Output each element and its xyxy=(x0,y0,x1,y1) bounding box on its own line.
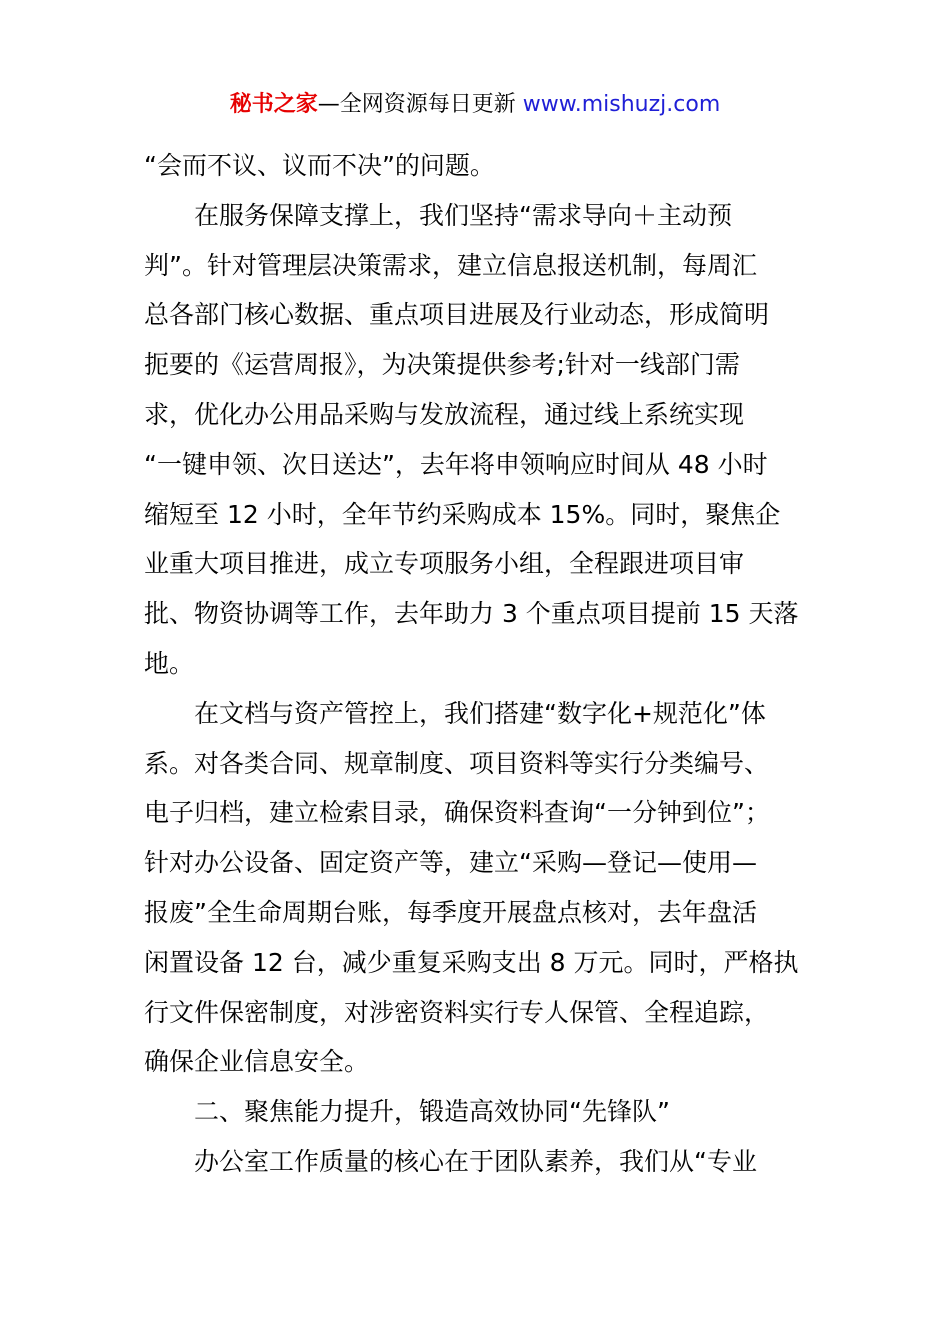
section-heading: 二、聚焦能力提升，锻造高效协同“先锋队” xyxy=(194,1097,670,1127)
text-line: 针对办公设备、固定资产等，建立“采购—登记—使用— xyxy=(144,848,757,878)
site-url-link[interactable]: www.mishuzj.com xyxy=(522,92,721,117)
text-line: 电子归档，建立检索目录，确保资料查询“一分钟到位”； xyxy=(144,798,770,828)
text-line: “会而不议、议而不决”的问题。 xyxy=(144,151,495,180)
paragraph-start-line: 办公室工作质量的核心在于团队素养，我们从“专业 xyxy=(194,1146,757,1176)
page-header xyxy=(0,88,950,122)
text-line: 总各部门核心数据、重点项目进展及行业动态，形成简明 xyxy=(144,300,770,330)
text-line: 业重大项目推进，成立专项服务小组，全程跟进项目审 xyxy=(144,549,745,579)
text-line: “一键申领、次日送达”，去年将申领响应时间从 48 小时 xyxy=(144,449,768,479)
paragraph-start-line: 在服务保障支撑上，我们坚持“需求导向＋主动预 xyxy=(194,200,732,230)
text-line: 扼要的《运营周报》，为决策提供参考;针对一线部门需 xyxy=(144,350,740,380)
text-line: 缩短至 12 小时，全年节约采购成本 15%。同时，聚焦企 xyxy=(144,499,781,529)
text-line: 求，优化办公用品采购与发放流程，通过线上系统实现 xyxy=(144,399,745,429)
text-line: 系。对各类合同、规章制度、项目资料等实行分类编号、 xyxy=(144,748,770,778)
paragraph-start-line: 在文档与资产管控上，我们搭建“数字化+规范化”体 xyxy=(194,698,766,728)
site-tagline: —全网资源每日更新 xyxy=(317,92,523,117)
text-line: 批、物资协调等工作，去年助力 3 个重点项目提前 15 天落 xyxy=(144,599,799,629)
site-brand: 秘书之家 xyxy=(229,92,318,117)
document-body xyxy=(144,146,810,1192)
text-line: 报废”全生命周期台账，每季度开展盘点核对，去年盘活 xyxy=(144,897,757,927)
text-line: 确保企业信息安全。 xyxy=(144,1047,370,1077)
text-line: 地。 xyxy=(144,648,195,678)
text-line: 闲置设备 12 台，减少重复采购支出 8 万元。同时，严格执 xyxy=(144,947,799,977)
text-line: 判”。针对管理层决策需求，建立信息报送机制，每周汇 xyxy=(144,250,757,280)
text-line: 行文件保密制度，对涉密资料实行专人保管、全程追踪， xyxy=(144,997,770,1027)
